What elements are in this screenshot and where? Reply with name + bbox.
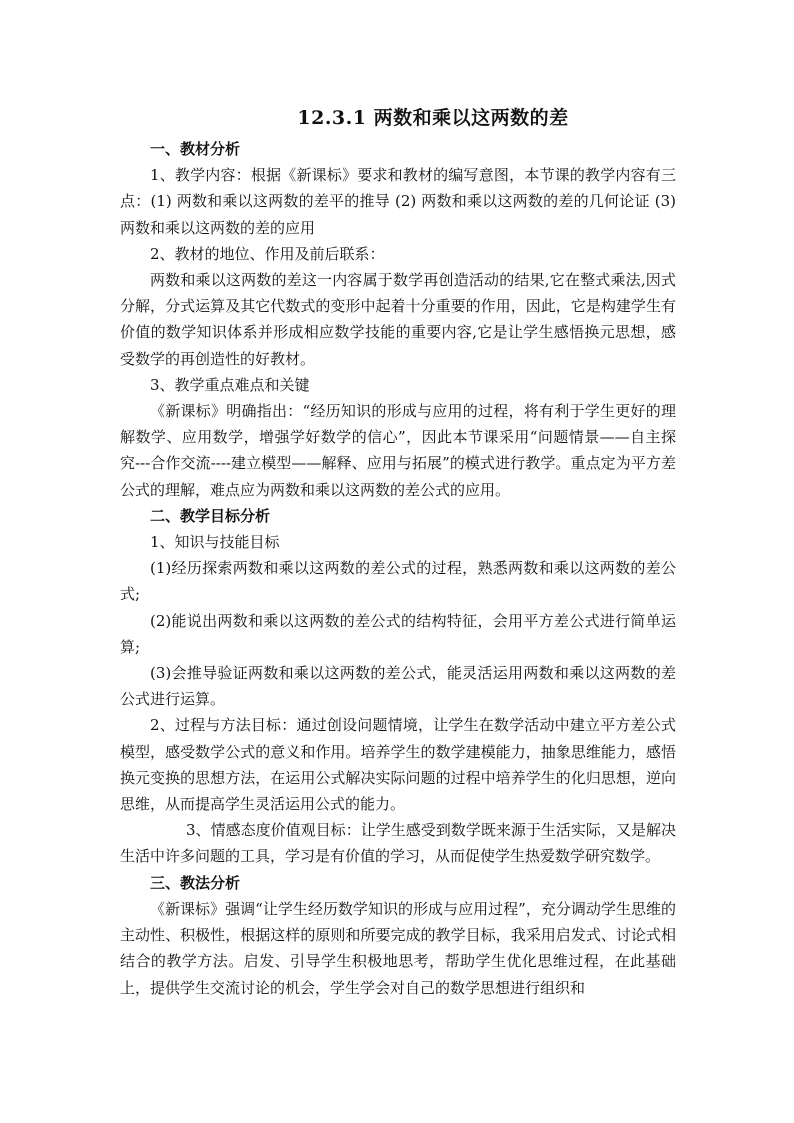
paragraph-method-analysis: 《新课标》强调“让学生经历数学知识的形成与应用过程”，充分调动学生思维的主动性、积极性，根据这样的原则和所要完成的教学目标，我采用启发式、讨论式相结合的教学方法。启发、引导学生积极地思考，帮助学生优化思维过程，在此基础上，提供学生交流讨论的机会，学生学会对自己的数学思想进行组织和	[120, 899, 676, 997]
paragraph-key-points-detail: 《新课标》明确指出：“经历知识的形成与应用的过程，将有利于学生更好的理解数学、应用数学，增强学好数学的信心”，因此本节课采用“问题情景——自主探究---合作交流----建立模型——解释、应用与拓展”的模式进行教学。重点定为平方差公式的理解，难点应为两数和乘以这两数的差公式的应用。	[120, 402, 676, 499]
section-heading-2: 二、教学目标分析	[150, 506, 271, 525]
section-heading-3: 三、教法分析	[150, 873, 241, 892]
document-page	[120, 100, 676, 1001]
paragraph-position-detail: 两数和乘以这两数的差这一内容属于数学再创造活动的结果,它在整式乘法,因式分解，分式运算及其它代数式的变形中起着十分重要的作用，因此，它是构建学生有价值的数学知识体系并形成相应数学技能的重要内容,它是让学生感悟换元思想，感受数学的再创造性的好教材。	[120, 271, 676, 368]
paragraph-process-goal: 2、过程与方法目标：通过创设问题情境，让学生在数学活动中建立平方差公式模型，感受数学公式的意义和作用。培养学生的数学建模能力，抽象思维能力，感悟换元变换的思想方法，在运用公式解决实际问题的过程中培养学生的化归思想，逆向思维，从而提高学生灵活运用公式的能力。	[120, 716, 676, 814]
paragraph-key-points: 3、教学重点难点和关键	[150, 375, 310, 394]
paragraph-goal-3: (3)会推导验证两数和乘以这两数的差公式，能灵活运用两数和乘以这两数的差公式进行运算。	[120, 664, 676, 709]
paragraph-textbook-position: 2、教材的地位、作用及前后联系：	[150, 244, 385, 263]
paragraph-knowledge-goal: 1、知识与技能目标	[150, 533, 280, 552]
paragraph-teaching-content: 1、教学内容：根据《新课标》要求和教材的编写意图，本节课的教学内容有三点：(1) 两数和乘以这两数的差平的推导 (2) 两数和乘以这两数的差的几何论证 (3) 两数和乘以这两数的差的应用	[120, 166, 676, 237]
section-heading-1: 一、教材分析	[150, 140, 241, 158]
paragraph-emotion-goal: 3、情感态度价值观目标：让学生感受到数学既来源于生活实际，又是解决生活中许多问题的工具，学习是有价值的学习，从而促使学生热爱数学研究数学。	[120, 821, 676, 866]
paragraph-goal-1: (1)经历探索两数和乘以这两数的差公式的过程，熟悉两数和乘以这两数的差公式;	[120, 559, 676, 604]
paragraph-goal-2: (2)能说出两数和乘以这两数的差公式的结构特征，会用平方差公式进行简单运算;	[120, 611, 676, 656]
document-title: 12.3.1 两数和乘以这两数的差	[297, 107, 569, 129]
